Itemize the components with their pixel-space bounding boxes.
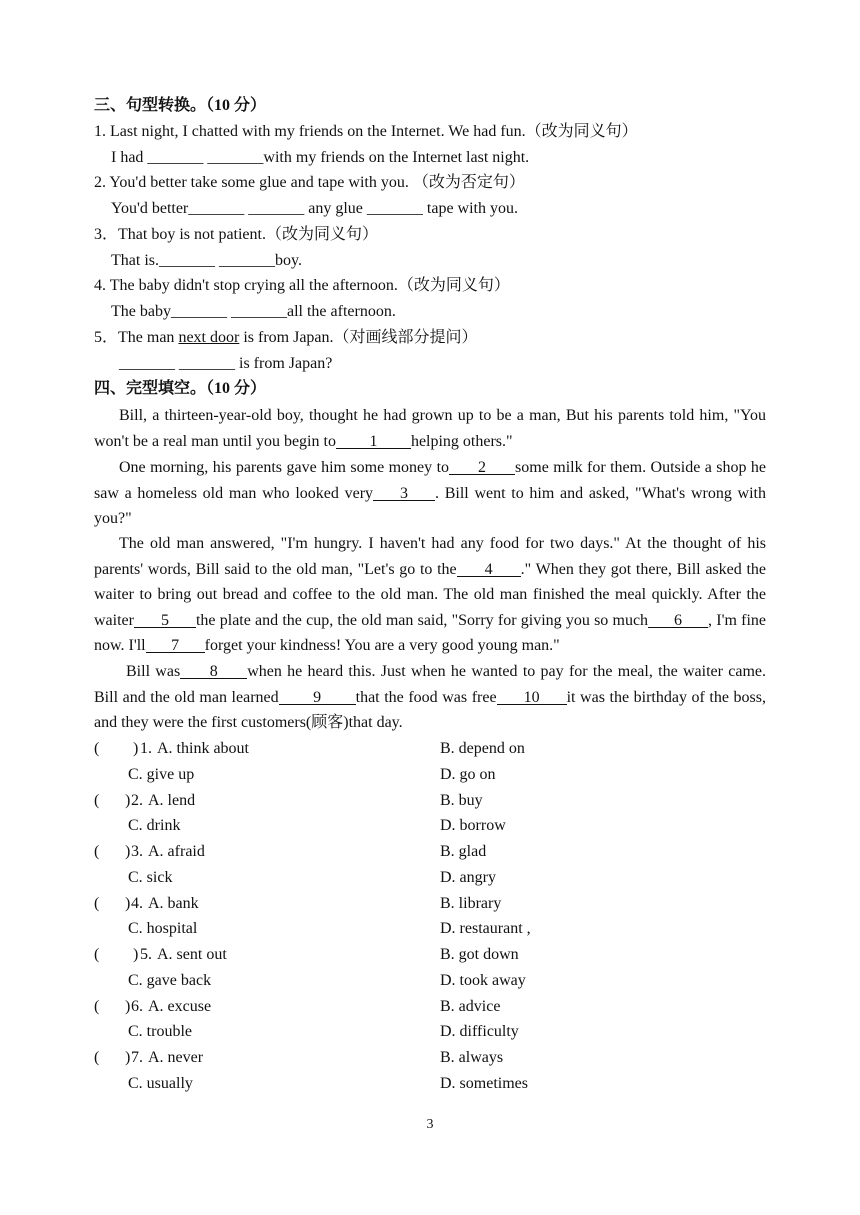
question-number: 6. [131, 998, 143, 1015]
cloze-paragraph-1 [94, 403, 766, 454]
option-c: C. gave back [128, 972, 212, 989]
answer-paren-right: ) [133, 740, 139, 757]
para4-text-4: it was the birthday of the boss, and they were the first customers(顾客)that day. [94, 688, 767, 732]
para2-text-1: One morning, his parents gave him some money to [119, 459, 450, 476]
para2-text-3: . Bill went to him and asked, "What's wrong with you?" [94, 484, 767, 528]
cloze-paragraph-2 [94, 455, 766, 532]
option-c: C. usually [128, 1075, 193, 1092]
option-a: A. sent out [157, 946, 227, 963]
q5-underlined-phrase: next door [178, 329, 240, 346]
option-a: A. think about [157, 740, 249, 757]
para1-text-2: helping others." [410, 432, 513, 450]
answer-paren-right: ) [133, 946, 139, 963]
blank-3: 3 [373, 484, 435, 501]
question-number: 3. [131, 843, 143, 860]
option-c: C. trouble [128, 1023, 192, 1040]
option-d: D. borrow [440, 817, 506, 834]
option-a: A. bank [148, 895, 199, 912]
question-number: 2. [131, 792, 143, 809]
answer-paren-left: ( [94, 1049, 100, 1066]
answer-paren-right: ) [125, 1049, 131, 1066]
answer-paren-right: ) [125, 843, 131, 860]
option-d: D. took away [440, 972, 526, 989]
cloze-paragraph-3 [94, 531, 766, 659]
option-d: D. sometimes [440, 1075, 528, 1092]
para3-text-2: ." When they got there, Bill asked the waiter to bring out bread and coffee to the old man. The old man finished the meal quickly. After the waiter [94, 560, 766, 629]
q1-answer-line: I had _______ _______with my friends on the Internet last night. [111, 149, 530, 166]
q5-post: is from Japan.（对画线部分提问） [239, 329, 478, 346]
answer-paren-left: ( [94, 998, 100, 1015]
option-a: A. never [148, 1049, 204, 1066]
page-number: 3 [426, 1117, 434, 1132]
option-b: B. library [440, 895, 502, 912]
section4-heading: 四、完型填空。（10 分） [94, 380, 267, 397]
para4-text-3: that the food was free [355, 688, 497, 706]
blank-9: 9 [279, 688, 356, 705]
option-b: B. advice [440, 998, 501, 1015]
option-d: D. go on [440, 766, 496, 783]
para4-text-1: Bill was [126, 663, 181, 680]
question-number: 5. [140, 946, 152, 963]
answer-paren-left: ( [94, 792, 100, 809]
para2-text-2: some milk for them. Outside a shop he saw a homeless old man who looked very [94, 459, 767, 502]
answer-paren-right: ) [125, 998, 131, 1015]
option-b: B. glad [440, 843, 487, 860]
answer-paren-left: ( [94, 946, 100, 963]
answer-paren-right: ) [125, 895, 131, 912]
option-c: C. drink [128, 817, 181, 834]
option-a: A. lend [148, 792, 196, 809]
blank-10: 10 [497, 688, 567, 705]
blank-1: 1 [336, 432, 411, 449]
blank-6: 6 [648, 611, 708, 628]
q3-prompt: 3．That boy is not patient.（改为同义句） [94, 226, 378, 243]
cloze-paragraph-4 [94, 659, 766, 736]
option-b: B. got down [440, 946, 519, 963]
blank-4: 4 [457, 560, 521, 577]
option-a: A. afraid [148, 843, 205, 860]
q2-prompt: 2. You'd better take some glue and tape with you. （改为否定句） [94, 174, 525, 191]
q5-pre: 5．The man [94, 329, 179, 346]
option-d: D. difficulty [440, 1023, 519, 1040]
option-c: C. hospital [128, 920, 198, 937]
answer-paren-right: ) [125, 792, 131, 809]
para4-text-2: when he heard this. Just when he wanted to pay for the meal, the waiter came. Bill and the old man learned [94, 663, 766, 706]
q1-prompt: 1. Last night, I chatted with my friends on the Internet. We had fun.（改为同义句） [94, 123, 638, 140]
option-d: D. angry [440, 869, 496, 886]
blank-7: 7 [146, 636, 205, 653]
answer-paren-left: ( [94, 740, 100, 757]
q2-answer-line: You'd better_______ _______ any glue _______ tape with you. [111, 200, 518, 217]
para3-text-5: forget your kindness! You are a very good young man." [204, 637, 560, 655]
blank-2: 2 [449, 458, 515, 475]
blank-5: 5 [134, 611, 196, 628]
answer-paren-left: ( [94, 843, 100, 860]
option-a: A. excuse [148, 998, 212, 1015]
para1-text-1: Bill, a thirteen-year-old boy, thought he had grown up to be a man, But his parents told him, "You won't be a real man until you begin to [94, 407, 766, 450]
para3-text-3: the plate and the cup, the old man said, "Sorry for giving you so much [195, 611, 649, 629]
question-number: 4. [131, 895, 143, 912]
para3-text-1: The old man answered, "I'm hungry. I haven't had any food for two days." At the thought of his parents' words, Bill said to the old man, "Let's go to the [94, 535, 766, 578]
option-b: B. always [440, 1049, 504, 1066]
option-c: C. sick [128, 869, 173, 886]
option-b: B. depend on [440, 740, 525, 757]
question-number: 1. [140, 740, 152, 757]
option-b: B. buy [440, 792, 483, 809]
blank-8: 8 [180, 662, 247, 679]
q5-answer-line: _______ _______ is from Japan? [119, 355, 333, 372]
q5-prompt [94, 327, 860, 349]
option-d: D. restaurant , [440, 920, 531, 937]
para3-text-4: , I'm fine now. I'll [94, 611, 766, 655]
q3-answer-line: That is._______ _______boy. [111, 252, 302, 269]
q4-prompt: 4. The baby didn't stop crying all the afternoon.（改为同义句） [94, 277, 510, 294]
option-c: C. give up [128, 766, 195, 783]
q4-answer-line: The baby_______ _______all the afternoon. [111, 303, 396, 320]
section3-heading: 三、句型转换。（10 分） [94, 97, 267, 114]
question-number: 7. [131, 1049, 143, 1066]
answer-paren-left: ( [94, 895, 100, 912]
